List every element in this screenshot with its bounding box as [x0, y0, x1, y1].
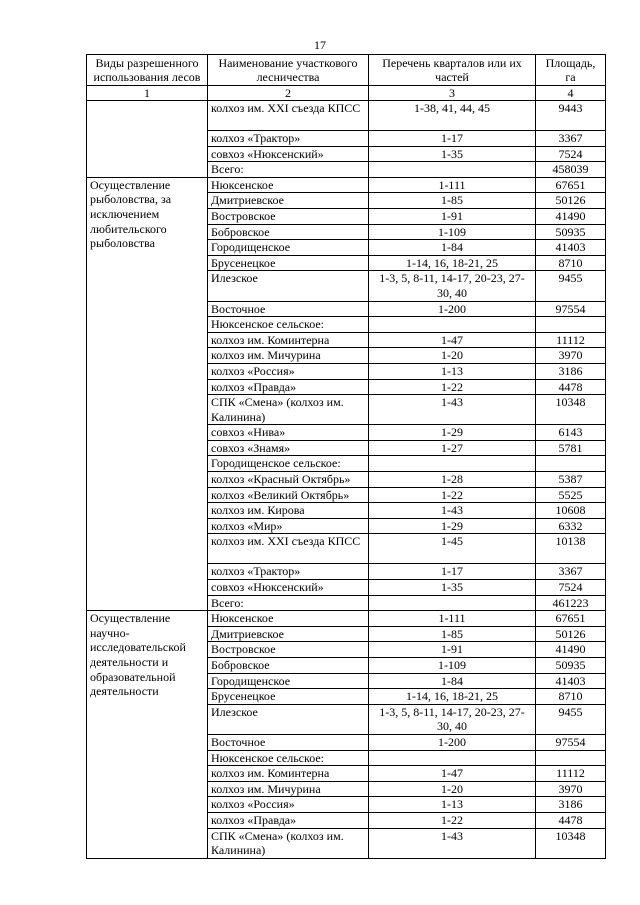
area-cell: 10608: [536, 503, 606, 519]
area-cell: 5781: [536, 440, 606, 456]
forestry-name-cell: колхоз «Мир»: [208, 518, 369, 534]
header-forestry-name: Наименование участкового лесничества: [208, 55, 369, 86]
use-type-cell: Осуществление рыболовства, за исключением любительского рыболовства: [87, 177, 208, 610]
quarters-list-cell: 1-13: [369, 797, 536, 813]
quarters-list-cell: 1-35: [369, 580, 536, 596]
quarters-list-cell: [369, 317, 536, 333]
forestry-name-cell: Восточное: [208, 734, 369, 750]
area-cell: 461223: [536, 595, 606, 611]
area-cell: 7524: [536, 146, 606, 162]
quarters-list-cell: 1-91: [369, 208, 536, 224]
forestry-name-cell: Илезское: [208, 271, 369, 301]
page-number: 17: [314, 38, 326, 52]
forestry-name-cell: совхоз «Знамя»: [208, 440, 369, 456]
area-cell: 67651: [536, 611, 606, 627]
forestry-name-cell: колхоз «Россия»: [208, 797, 369, 813]
quarters-list-cell: 1-84: [369, 673, 536, 689]
area-cell: 10348: [536, 828, 606, 858]
table-header-row: [87, 55, 606, 86]
quarters-list-cell: 1-14, 16, 18-21, 25: [369, 255, 536, 271]
quarters-list-cell: 1-3, 5, 8-11, 14-17, 20-23, 27-30, 40: [369, 271, 536, 301]
area-cell: 6143: [536, 425, 606, 441]
quarters-list-cell: 1-111: [369, 177, 536, 193]
forestry-name-cell: Городищенское: [208, 673, 369, 689]
quarters-list-cell: 1-200: [369, 301, 536, 317]
area-cell: 50126: [536, 193, 606, 209]
column-number: 3: [369, 86, 536, 101]
area-cell: 3367: [536, 564, 606, 580]
area-cell: 11112: [536, 766, 606, 782]
area-cell: [536, 750, 606, 766]
quarters-list-cell: 1-27: [369, 440, 536, 456]
table-row: [87, 611, 606, 627]
forestry-name-cell: колхоз им. XXI съезда КПСС: [208, 534, 369, 564]
quarters-list-cell: 1-43: [369, 395, 536, 425]
area-cell: 41490: [536, 642, 606, 658]
forestry-name-cell: Бобровское: [208, 224, 369, 240]
quarters-list-cell: 1-85: [369, 626, 536, 642]
area-cell: [536, 456, 606, 472]
quarters-list-cell: 1-20: [369, 348, 536, 364]
quarters-list-cell: 1-22: [369, 379, 536, 395]
quarters-list-cell: 1-85: [369, 193, 536, 209]
quarters-list-cell: 1-13: [369, 363, 536, 379]
area-cell: 50935: [536, 224, 606, 240]
area-cell: 41403: [536, 673, 606, 689]
forest-use-table: [86, 54, 606, 859]
area-cell: 3367: [536, 131, 606, 147]
forestry-name-cell: Брусенецкое: [208, 255, 369, 271]
quarters-list-cell: 1-109: [369, 224, 536, 240]
forestry-name-cell: Восточное: [208, 301, 369, 317]
quarters-list-cell: 1-29: [369, 518, 536, 534]
use-type-cell: Осуществление научно-исследовательской деятельности и образовательной деятельности: [87, 611, 208, 859]
quarters-list-cell: 1-91: [369, 642, 536, 658]
forestry-name-cell: Городищенское: [208, 240, 369, 256]
forestry-name-cell: колхоз «Правда»: [208, 379, 369, 395]
area-cell: 50935: [536, 658, 606, 674]
area-cell: 4478: [536, 379, 606, 395]
forestry-name-cell: совхоз «Нива»: [208, 425, 369, 441]
forestry-name-cell: Востровское: [208, 208, 369, 224]
forestry-name-cell: Бобровское: [208, 658, 369, 674]
area-cell: 458039: [536, 162, 606, 178]
forestry-name-cell: Городищенское сельское:: [208, 456, 369, 472]
forestry-name-cell: колхоз «Правда»: [208, 812, 369, 828]
forestry-name-cell: Востровское: [208, 642, 369, 658]
table-body: [87, 101, 606, 859]
forestry-name-cell: Илезское: [208, 704, 369, 734]
header-use-type: Виды разрешенного использования лесов: [87, 55, 208, 86]
area-cell: 50126: [536, 626, 606, 642]
quarters-list-cell: 1-109: [369, 658, 536, 674]
area-cell: [536, 317, 606, 333]
area-cell: 9455: [536, 271, 606, 301]
area-cell: 3970: [536, 348, 606, 364]
forestry-name-cell: Всего:: [208, 162, 369, 178]
quarters-list-cell: 1-28: [369, 472, 536, 488]
area-cell: 97554: [536, 301, 606, 317]
quarters-list-cell: 1-47: [369, 332, 536, 348]
area-cell: 3186: [536, 363, 606, 379]
quarters-list-cell: 1-111: [369, 611, 536, 627]
area-cell: 6332: [536, 518, 606, 534]
header-quarters-list: Перечень кварталов или их частей: [369, 55, 536, 86]
forestry-name-cell: колхоз им. XXI съезда КПСС: [208, 101, 369, 131]
area-cell: 41403: [536, 240, 606, 256]
quarters-list-cell: 1-22: [369, 812, 536, 828]
table-row: [87, 177, 606, 193]
area-cell: 3186: [536, 797, 606, 813]
forestry-name-cell: Нюксенское: [208, 177, 369, 193]
forestry-name-cell: Дмитриевское: [208, 626, 369, 642]
header-area: Площадь, га: [536, 55, 606, 86]
forestry-name-cell: Брусенецкое: [208, 689, 369, 705]
forestry-name-cell: Нюксенское: [208, 611, 369, 627]
forestry-name-cell: колхоз «Великий Октябрь»: [208, 487, 369, 503]
forestry-name-cell: колхоз «Россия»: [208, 363, 369, 379]
forestry-name-cell: Всего:: [208, 595, 369, 611]
area-cell: 3970: [536, 781, 606, 797]
quarters-list-cell: 1-3, 5, 8-11, 14-17, 20-23, 27-30, 40: [369, 704, 536, 734]
area-cell: 97554: [536, 734, 606, 750]
forestry-name-cell: Дмитриевское: [208, 193, 369, 209]
quarters-list-cell: [369, 750, 536, 766]
forestry-name-cell: колхоз «Красный Октябрь»: [208, 472, 369, 488]
area-cell: 9455: [536, 704, 606, 734]
area-cell: 7524: [536, 580, 606, 596]
quarters-list-cell: 1-20: [369, 781, 536, 797]
quarters-list-cell: 1-84: [369, 240, 536, 256]
quarters-list-cell: [369, 595, 536, 611]
quarters-list-cell: 1-47: [369, 766, 536, 782]
use-type-cell: [87, 101, 208, 178]
forestry-name-cell: совхоз «Нюксенский»: [208, 580, 369, 596]
quarters-list-cell: [369, 456, 536, 472]
forestry-name-cell: колхоз им. Кирова: [208, 503, 369, 519]
area-cell: 10138: [536, 534, 606, 564]
quarters-list-cell: 1-200: [369, 734, 536, 750]
forestry-name-cell: СПК «Смена» (колхоз им. Калинина): [208, 828, 369, 858]
quarters-list-cell: 1-17: [369, 131, 536, 147]
area-cell: 10348: [536, 395, 606, 425]
column-number: 1: [87, 86, 208, 101]
quarters-list-cell: 1-29: [369, 425, 536, 441]
column-number: 4: [536, 86, 606, 101]
forestry-name-cell: колхоз им. Коминтерна: [208, 766, 369, 782]
forestry-name-cell: Нюксенское сельское:: [208, 317, 369, 333]
forestry-name-cell: СПК «Смена» (колхоз им. Калинина): [208, 395, 369, 425]
column-number-row: [87, 86, 606, 101]
quarters-list-cell: 1-45: [369, 534, 536, 564]
column-number: 2: [208, 86, 369, 101]
area-cell: 5525: [536, 487, 606, 503]
area-cell: 41490: [536, 208, 606, 224]
forestry-name-cell: совхоз «Нюксенский»: [208, 146, 369, 162]
area-cell: 11112: [536, 332, 606, 348]
quarters-list-cell: 1-35: [369, 146, 536, 162]
forestry-name-cell: колхоз им. Коминтерна: [208, 332, 369, 348]
quarters-list-cell: 1-43: [369, 828, 536, 858]
forestry-name-cell: колхоз им. Мичурина: [208, 781, 369, 797]
area-cell: 9443: [536, 101, 606, 131]
forestry-name-cell: колхоз им. Мичурина: [208, 348, 369, 364]
area-cell: 4478: [536, 812, 606, 828]
quarters-list-cell: 1-17: [369, 564, 536, 580]
forestry-name-cell: колхоз «Трактор»: [208, 564, 369, 580]
area-cell: 8710: [536, 255, 606, 271]
quarters-list-cell: 1-22: [369, 487, 536, 503]
area-cell: 5387: [536, 472, 606, 488]
quarters-list-cell: 1-14, 16, 18-21, 25: [369, 689, 536, 705]
forestry-name-cell: колхоз «Трактор»: [208, 131, 369, 147]
quarters-list-cell: 1-43: [369, 503, 536, 519]
quarters-list-cell: 1-38, 41, 44, 45: [369, 101, 536, 131]
area-cell: 67651: [536, 177, 606, 193]
area-cell: 8710: [536, 689, 606, 705]
quarters-list-cell: [369, 162, 536, 178]
table-row: [87, 101, 606, 131]
forestry-name-cell: Нюксенское сельское:: [208, 750, 369, 766]
